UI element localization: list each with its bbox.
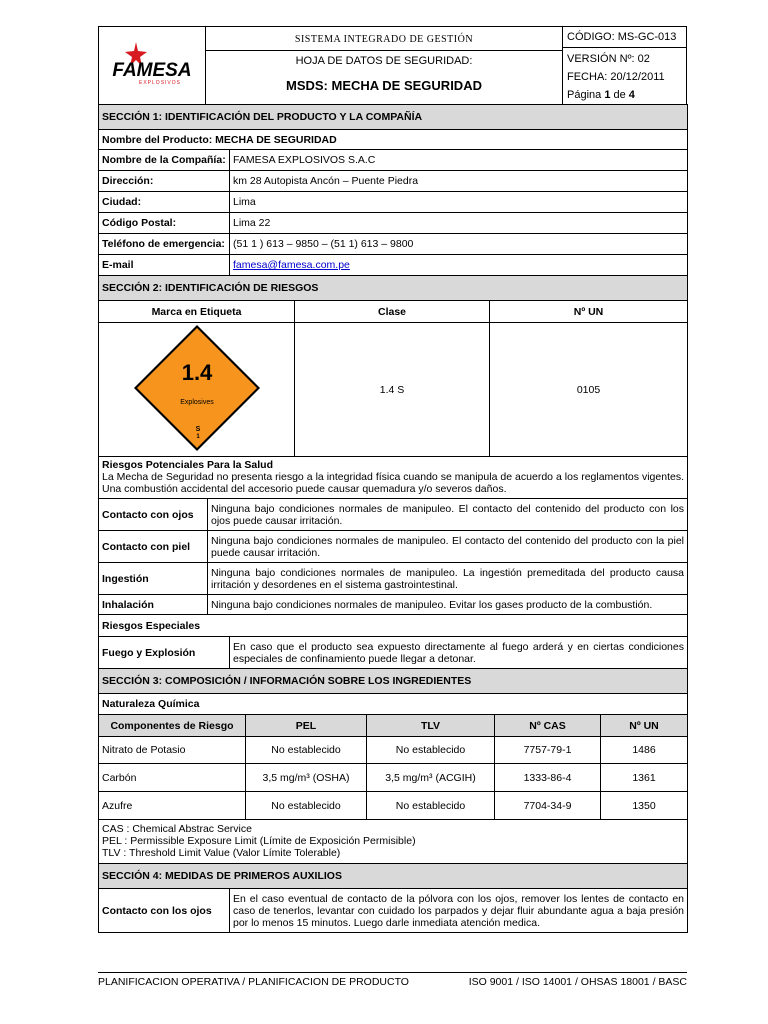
document-date: FECHA: 20/12/2011 [567,71,665,83]
cas-header: Nº CAS [495,715,601,737]
component-pel: 3,5 mg/m³ (OSHA) [246,764,367,792]
health-risks-text: La Mecha de Seguridad no presenta riesgo a la integridad física cuando se manipula de acuerdo a los reglamentos vigentes. Una combustión accidental del accesorio puede causar quemadura y/o severos daños. [102,471,684,495]
health-risks-title: Riesgos Potenciales Para la Salud [102,459,273,471]
product-name: Nombre del Producto: MECHA DE SEGURIDAD [99,130,688,150]
tlv-header: TLV [367,715,495,737]
phone-label: Teléfono de emergencia: [99,234,230,255]
chemical-nature-title: Naturaleza Química [99,694,688,715]
company-label: Nombre de la Compañía: [99,150,230,171]
hazard-label-cell [99,323,295,457]
document-body [98,104,687,933]
document-type: HOJA DE DATOS DE SEGURIDAD: [295,55,473,67]
component-cas: 7704-34-9 [495,792,601,820]
un-value: 0105 [490,323,688,457]
page-prefix: Página [567,89,605,101]
page-separator: de [610,89,629,101]
document-control-block [563,27,687,105]
label-mark-header: Marca en Etiqueta [99,301,295,323]
component-pel: No establecido [246,737,367,764]
ingestion-text: Ninguna bajo condiciones normales de manipuleo. La ingestión premeditada del producto causa irritación y desordenes en el sistema gastrointestinal. [208,563,688,595]
postal-label: Código Postal: [99,213,230,234]
note-pel: PEL : Permissible Exposure Limit (Límite de Exposición Permisible) [102,835,416,847]
eye-contact-label: Contacto con ojos [99,499,208,531]
page-current: 1 [604,89,611,101]
skin-contact-label: Contacto con piel [99,531,208,563]
component-tlv: No establecido [367,792,495,820]
postal-value: Lima 22 [230,213,688,234]
class-header: Clase [295,301,490,323]
page-number [563,86,686,104]
health-risks-block [99,457,688,499]
section-2-title: SECCIÓN 2: IDENTIFICACIÓN DE RIESGOS [99,276,688,301]
section-4-title: SECCIÓN 4: MEDIDAS DE PRIMEROS AUXILIOS [99,864,688,889]
abbreviation-notes [99,820,688,864]
section-3-table [98,669,688,864]
explosive-diamond-icon [132,323,262,453]
document-version: VERSIÓN Nº: 02 [567,53,650,65]
component-tlv: No establecido [367,737,495,764]
fire-explosion-text: En caso que el producto sea expuesto directamente al fuego arderá y en ciertas condiciones especiales de confinamiento puede llegar a detonar. [230,637,688,669]
diamond-letter: S [195,426,200,433]
document-header [98,26,687,105]
page-total: 4 [628,89,635,101]
components-header: Componentes de Riesgo [99,715,246,737]
section-2-table [98,276,688,457]
eye-first-aid-label: Contacto con los ojos [99,889,230,933]
phone-value: (51 1 ) 613 – 9850 – (51 1) 613 – 9800 [230,234,688,255]
note-cas: CAS : Chemical Abstrac Service [102,823,252,835]
eye-first-aid-text: En el caso eventual de contacto de la pólvora con los ojos, remover los lentes de contacto en caso de tenerlos, levantar con cuidado los parpados y dejar fluir abundante agua a baja presión por lo menos 15 minutos. Luego darle inmediata atención medica. [230,889,688,933]
component-un: 1486 [601,737,688,764]
diamond-number: 1 [195,434,200,440]
document-title: MSDS: MECHA DE SEGURIDAD [286,78,482,93]
email-label: E-mail [99,255,230,276]
company-value: FAMESA EXPLOSIVOS S.A.C [230,150,688,171]
famesa-logo-icon [102,38,202,88]
section-1-table [98,104,688,276]
inhalation-label: Inhalación [99,595,208,615]
fire-explosion-label: Fuego y Explosión [99,637,230,669]
un-number-header: Nº UN [601,715,688,737]
footer-department: PLANIFICACION OPERATIVA / PLANIFICACION DE PRODUCTO [98,976,409,988]
class-value: 1.4 S [295,323,490,457]
eye-contact-text: Ninguna bajo condiciones normales de manipuleo. El contacto del contenido del producto con los ojos puede causar irritación. [208,499,688,531]
skin-contact-text: Ninguna bajo condiciones normales de manipuleo. El contacto del contenido del producto con la piel puede causar irritación. [208,531,688,563]
section-3-title: SECCIÓN 3: COMPOSICIÓN / INFORMACIÓN SOBRE LOS INGREDIENTES [99,669,688,694]
component-cas: 7757-79-1 [495,737,601,764]
header-title-block [206,27,563,105]
special-risks-title: Riesgos Especiales [99,615,688,637]
component-un: 1350 [601,792,688,820]
city-label: Ciudad: [99,192,230,213]
note-tlv: TLV : Threshold Limit Value (Valor Límite Tolerable) [102,847,341,859]
document-code: CÓDIGO: MS-GC-013 [563,27,686,48]
logo-subtitle: EXPLOSIVOS [139,80,181,86]
document-footer [98,972,687,988]
component-name: Nitrato de Potasio [99,737,246,764]
section-4-table [98,864,688,933]
company-logo [99,27,206,105]
component-name: Azufre [99,792,246,820]
diamond-word: Explosives [179,399,214,406]
component-name: Carbón [99,764,246,792]
address-label: Dirección: [99,171,230,192]
ingestion-label: Ingestión [99,563,208,595]
component-tlv: 3,5 mg/m³ (ACGIH) [367,764,495,792]
email-link[interactable]: famesa@famesa.com.pe [233,259,350,271]
address-value: km 28 Autopista Ancón – Puente Piedra [230,171,688,192]
component-pel: No establecido [246,792,367,820]
component-cas: 1333-86-4 [495,764,601,792]
footer-certifications: ISO 9001 / ISO 14001 / OHSAS 18001 / BASC [468,976,687,988]
city-value: Lima [230,192,688,213]
inhalation-text: Ninguna bajo condiciones normales de manipuleo. Evitar los gases producto de la combustión. [208,595,688,615]
component-un: 1361 [601,764,688,792]
health-risks-table [98,457,688,669]
system-name: SISTEMA INTEGRADO DE GESTIÓN [206,30,562,51]
un-header: Nº UN [490,301,688,323]
diamond-division: 1.4 [181,360,212,385]
pel-header: PEL [246,715,367,737]
section-1-title: SECCIÓN 1: IDENTIFICACIÓN DEL PRODUCTO Y LA COMPAÑÍA [99,105,688,130]
logo-wordmark: FAMESA [112,60,192,81]
